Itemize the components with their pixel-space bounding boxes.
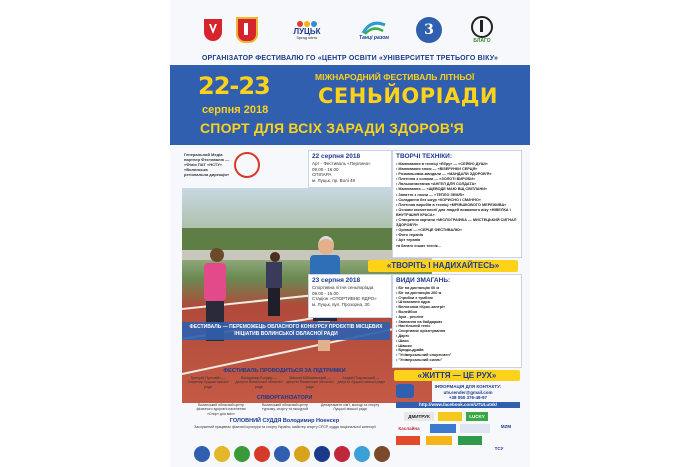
list-item: • Орігамі — «СЕРЦЕ ФЕСТИВАЛЮ» <box>396 228 462 233</box>
list-item: • Основи косметології для людей поважного віку «НІВЕЛКА І ВНУТРІШНЯ КРАСА» <box>396 207 511 217</box>
lutsk-coat-of-arms-icon <box>236 14 258 46</box>
footer-logo-icon <box>374 446 390 462</box>
sponsor-logo-icon <box>426 436 452 445</box>
list-item: • Заняття з глини — «ТЕПЛО ЗЕМЛІ» <box>396 192 465 197</box>
list-item: • Розмальовки-мандали — «МАНДАЛИ ЗДОРОВ'Я» <box>396 172 492 177</box>
list-item: • Змагання на байдарках <box>396 319 443 324</box>
footer-logo-icon <box>254 446 270 462</box>
university-third-age-logo: 3 <box>414 14 444 46</box>
contact-logo-icon <box>396 384 414 398</box>
list-item: • Ляльконмотанка «АНГЕЛ ДЛЯ СОЛДАТА» <box>396 182 477 187</box>
event2-card <box>308 274 392 318</box>
festival-subtitle: МІЖНАРОДНИЙ ФЕСТИВАЛЬ ЛІТНЬОЇ <box>315 72 475 82</box>
judge-title: ГОЛОВНИЙ СУДДЯ Володимир Ноенсер <box>229 418 340 424</box>
contact-phone: +38 050 376-48-97 <box>448 395 488 401</box>
list-item: • Складання без шкур «КОРИСНО І СМАЧНО» <box>396 197 481 202</box>
list-item: • Малювання — «ЩЕВОДЕ МАЮ ВЩ СВІТЛАНИ» <box>396 187 488 192</box>
sports-list <box>396 286 518 363</box>
festival-poster <box>170 0 530 467</box>
list-item: • Біг на дистанцію 60 м <box>396 286 440 290</box>
event1-line: СПІЛАРА <box>312 172 332 177</box>
lutsk-brand-subtext: бренд мiсто <box>296 35 318 40</box>
media-partner-text: Генеральний Медіа партнер Фестивалю — «Філія ПАТ «НСТУ» «Волинська регіональна дирекція» <box>184 152 230 177</box>
list-item: • Спортивне орієнтування <box>396 329 446 334</box>
co-organizer: Волинський обласний центр туризму, спорту та екскурсій <box>262 403 308 412</box>
support-person: Григорій Пустовійт — Секретар Луцької міської ради <box>187 376 229 389</box>
media-partner <box>182 150 302 188</box>
creative-techniques-title: ТВОРЧІ ТЕХНІКИ: <box>396 153 453 160</box>
organizer-line: ОРГАНІЗАТОР ФЕСТИВАЛЮ ГО «ЦЕНТР ОСВІТИ «УНІВЕРСИТЕТ ТРЕТЬОГО ВІКУ» <box>201 55 499 62</box>
sponsor-logo-icon <box>396 436 420 445</box>
list-item: • Плетіння виробів в техніці «МРІЯШКОВОГО МЕРЕЖИВА» <box>396 202 507 207</box>
blago-logo <box>462 14 502 46</box>
event1-title: 22 серпня 2018 <box>312 153 361 160</box>
event1-card <box>308 150 392 188</box>
support-person: Андрій Покровський — депутат Луцької міської ради <box>337 376 385 385</box>
sponsor-logo-icon <box>430 424 456 433</box>
list-item: • Арм - реслінг <box>396 314 424 319</box>
list-item: • Дартс <box>396 333 410 338</box>
contact-info <box>416 384 520 401</box>
list-item: • Малювання хною — «ВІЗЕРУНКИ СЕРЦЯ» <box>396 167 478 172</box>
event2-line: 09.00 - 15.00 <box>312 290 339 296</box>
list-item: • Фото терапія <box>396 233 423 238</box>
sponsor-logo-icon <box>438 412 462 421</box>
footer-logo-icon <box>294 446 310 462</box>
event2-title: 23 серпня 2018 <box>312 277 361 284</box>
list-item: • "Універсальний силач" <box>396 357 443 362</box>
event1-line: Арт - Фестиваль «Перлина» <box>312 161 371 166</box>
co-organizers-title: СПІВОРГАНІЗАТОРИ <box>256 395 313 401</box>
co-organizer: Волинський обласний центр фізичного здоров'я населення «Спорт для всіх» <box>196 403 246 416</box>
runner-woman-dark-icon <box>266 252 282 316</box>
contact-site: http://www.facebook.com/UTULutsk/ <box>396 402 520 408</box>
list-item: • Плетіння з соломи — «ЗОЛОТІ ВИРОБИ» <box>396 177 476 182</box>
footer-logo-icon <box>334 446 350 462</box>
sponsor-logo: ДМИТРУК <box>404 412 434 421</box>
event1-line: 09.00 - 16.00 <box>312 166 339 172</box>
list-item: • Штовхання ядра <box>396 300 430 305</box>
list-item: • "Універсальний спортсмен" <box>396 353 452 358</box>
dancers-icon <box>361 19 387 35</box>
footer-logo-icon <box>234 446 250 462</box>
event2-line: Спортивна літня сеньйоріада <box>312 285 374 290</box>
list-item: • Волейбол <box>396 309 418 314</box>
sponsor-logo-icon <box>458 436 482 445</box>
footer-logo-icon <box>194 446 210 462</box>
list-item: • Стрибки з тумбою <box>396 295 433 300</box>
list-item: • Шашки <box>396 343 412 348</box>
sponsor-logo: Каслайна <box>398 426 420 431</box>
winner-text: ФЕСТИВАЛЬ — ПЕРЕМОЖЕЦЬ ОБЛАСНОГО КОНКУРСУ ПРОЄКТІВ МІСЦЕВИХ ІНІЦІАТИВ ВОЛИНСЬКОЇ ОБЛАСНОЇ РАДИ <box>189 324 383 337</box>
list-item: • Малювання в техніці «Ебру» — «СЕЙФО ДУШІ» <box>396 162 488 166</box>
lutsk-brand-logo <box>278 14 336 46</box>
logo-row <box>170 14 530 48</box>
footer-logo-icon <box>214 446 230 462</box>
judge-text: Заслужений працівник фізичної культури та спорту України, майстер спорту СРСР, суддя національної категорії <box>194 425 376 429</box>
tanci-razom-text: Танцi разом <box>359 35 389 41</box>
list-item: • Арт терапія <box>396 238 421 243</box>
sponsor-logo: MZM <box>500 424 512 429</box>
list-item: • Біг на дистанцію 200 м <box>396 290 442 295</box>
footer-logo-icon <box>354 446 370 462</box>
creative-techniques-list <box>396 162 518 249</box>
banner-life-is-motion: «ЖИТТЯ — ЦЕ РУХ» <box>394 370 520 381</box>
sports-title: ВИДИ ЗМАГАНЬ: <box>396 277 451 284</box>
festival-dates: 22-23 <box>198 72 270 100</box>
festival-slogan: СПОРТ ДЛЯ ВСІХ ЗАРАДИ ЗДОРОВ'Я <box>200 120 464 136</box>
volyn-coat-of-arms-icon <box>204 14 222 46</box>
list-item: та багато інших технік... <box>396 243 441 248</box>
support-title: ФЕСТИВАЛЬ ПРОВОДИТЬСЯ ЗА ПІДТРИМКИ <box>223 368 346 374</box>
list-item: • Настільний теніс <box>396 324 431 329</box>
festival-title: СЕНЬЙОРІАДИ <box>318 84 499 108</box>
tanci-razom-logo <box>352 14 396 46</box>
contact-email: utv.sender@gmail.com <box>443 389 493 395</box>
lutsk-brand-text: ЛУЦЬК <box>293 26 321 36</box>
sponsor-logo: ТСУ <box>494 446 504 451</box>
nstu-logo-icon <box>234 152 260 178</box>
blago-text: БЛАГО <box>473 38 491 44</box>
festival-month: серпня 2018 <box>202 104 269 116</box>
event1-line: м. Луцьк, пр. Волі 49 <box>312 177 355 183</box>
footer-logo-icon <box>314 446 330 462</box>
list-item: • Бридж-драйв <box>396 348 424 353</box>
event2-line: Стадіон «СПОРТИВНЕ ЯДРО» <box>312 296 377 301</box>
sponsor-logo: LUCKY <box>466 412 488 421</box>
co-organizer: Департамент сім'ї, молоді та спорту Луцької міської ради <box>320 403 380 412</box>
banner-create-inspire: «ТВОРІТЬ І НАДИХАЙТЕСЬ» <box>368 260 518 272</box>
footer-logo-icon <box>274 446 290 462</box>
list-item: • Велогонка «Крос-кантрі» <box>396 305 446 310</box>
contact-title: ІНФОРМАЦІЯ ДЛЯ КОНТАКТУ: <box>434 384 502 389</box>
event2-line: м. Луцьк, вул. Прозорна, 30 <box>312 301 370 307</box>
support-person: Микола Кабишевський — депутат Волинської обласної ради <box>286 376 334 389</box>
support-person: Володимир Бондар — депутат Волинської обласної ради <box>235 376 283 389</box>
list-item: • Шахи <box>396 338 409 343</box>
sponsor-logo-icon <box>460 424 490 433</box>
list-item: • Створення картини «МІСЛОГРАФІКА — МИСТЕЦЬКИЙ СИГНАЛ ЗДОРОВ'Я» <box>396 218 517 228</box>
